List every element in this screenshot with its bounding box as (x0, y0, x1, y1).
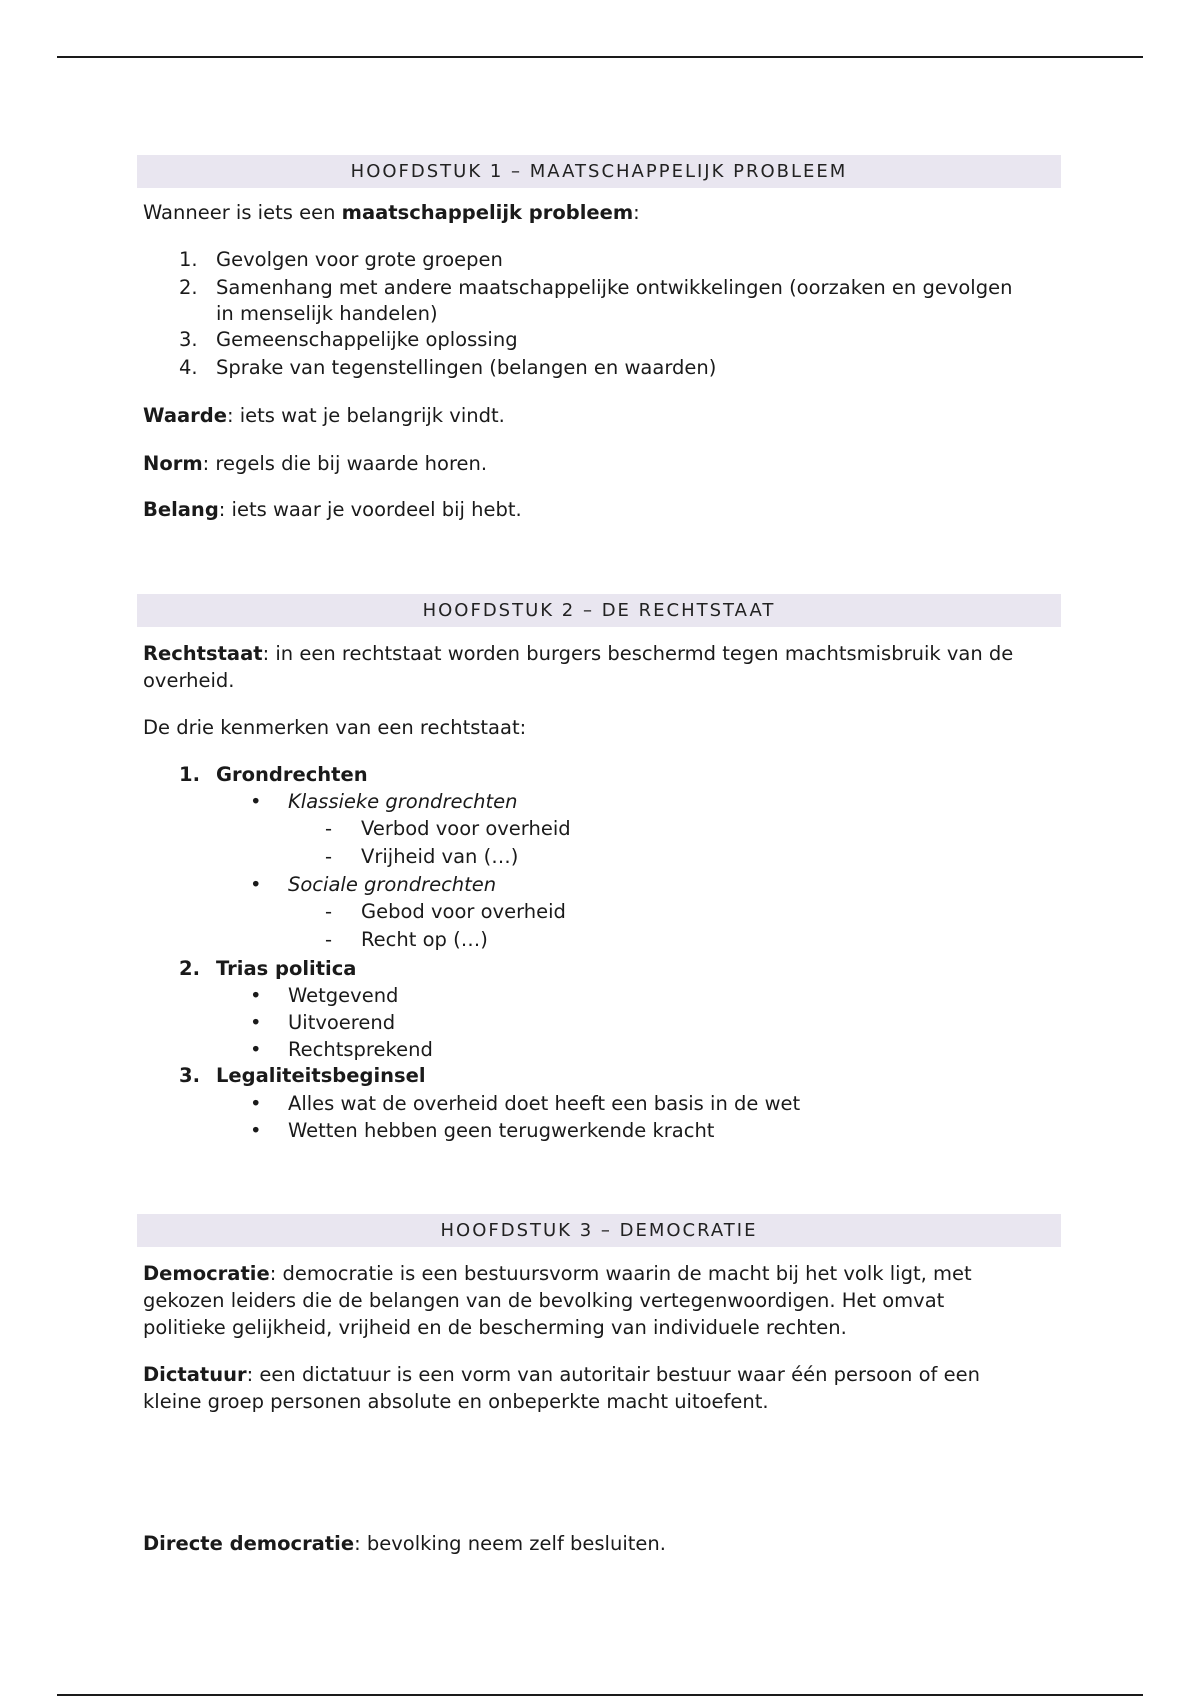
definition-democratie-cont: gekozen leiders die de belangen van de bevolking vertegenwoordigen. Het omvat (143, 1289, 945, 1312)
definition-norm: Norm: regels die bij waarde horen. (143, 452, 488, 475)
dash-icon: - (325, 845, 333, 868)
list-item: Wetgevend (288, 984, 399, 1007)
list-item: Gebod voor overheid (361, 900, 566, 923)
list-item: Sociale grondrechten (288, 873, 497, 896)
list-number: 2. (179, 957, 200, 980)
list-item: Gemeenschappelijke oplossing (216, 328, 518, 351)
bullet-icon: • (250, 1092, 262, 1115)
list-number: 3. (179, 328, 198, 351)
dash-icon: - (325, 900, 333, 923)
list-item: Sprake van tegenstellingen (belangen en waarden) (216, 356, 717, 379)
definition-directe-democratie: Directe democratie: bevolking neem zelf besluiten. (143, 1532, 666, 1555)
definition-belang: Belang: iets waar je voordeel bij hebt. (143, 498, 522, 521)
bullet-icon: • (250, 790, 262, 813)
dash-icon: - (325, 928, 333, 951)
list-number: 3. (179, 1064, 200, 1087)
top-rule (57, 56, 1143, 58)
bullet-icon: • (250, 1011, 262, 1034)
dash-icon: - (325, 817, 333, 840)
definition-dictatuur: Dictatuur: een dictatuur is een vorm van autoritair bestuur waar één persoon of een (143, 1363, 980, 1386)
list-item: Rechtsprekend (288, 1038, 433, 1061)
definition-waarde: Waarde: iets wat je belangrijk vindt. (143, 404, 505, 427)
list-item: Wetten hebben geen terugwerkende kracht (288, 1119, 715, 1142)
chapter-2-heading: HOOFDSTUK 2 – DE RECHTSTAAT (137, 594, 1061, 627)
section1-intro: Wanneer is iets een maatschappelijk probleem: (143, 201, 640, 224)
definition-democratie-cont: politieke gelijkheid, vrijheid en de bescherming van individuele rechten. (143, 1316, 847, 1339)
bottom-rule (57, 1694, 1143, 1696)
list-item: Klassieke grondrechten (288, 790, 518, 813)
list-item: Uitvoerend (288, 1011, 396, 1034)
list-item-trias-politica: Trias politica (216, 957, 357, 980)
list-number: 4. (179, 356, 198, 379)
definition-rechtstaat-cont: overheid. (143, 669, 235, 692)
section2-intro: De drie kenmerken van een rechtstaat: (143, 716, 527, 739)
chapter-3-heading: HOOFDSTUK 3 – DEMOCRATIE (137, 1214, 1061, 1247)
list-item: Vrijheid van (…) (361, 845, 519, 868)
bullet-icon: • (250, 1038, 262, 1061)
list-number: 1. (179, 763, 200, 786)
chapter-1-heading: HOOFDSTUK 1 – MAATSCHAPPELIJK PROBLEEM (137, 155, 1061, 188)
list-item: Recht op (…) (361, 928, 488, 951)
definition-rechtstaat: Rechtstaat: in een rechtstaat worden burgers beschermd tegen machtsmisbruik van de (143, 642, 1014, 665)
bullet-icon: • (250, 1119, 262, 1142)
list-number: 1. (179, 248, 198, 271)
bullet-icon: • (250, 873, 262, 896)
bullet-icon: • (250, 984, 262, 1007)
definition-dictatuur-cont: kleine groep personen absolute en onbeperkte macht uitoefent. (143, 1390, 769, 1413)
list-item: Alles wat de overheid doet heeft een basis in de wet (288, 1092, 801, 1115)
list-item: in menselijk handelen) (216, 302, 438, 325)
list-item-legaliteitsbeginsel: Legaliteitsbeginsel (216, 1064, 426, 1087)
list-item-grondrechten: Grondrechten (216, 763, 368, 786)
list-number: 2. (179, 276, 198, 299)
definition-democratie: Democratie: democratie is een bestuursvorm waarin de macht bij het volk ligt, met (143, 1262, 972, 1285)
list-item: Samenhang met andere maatschappelijke ontwikkelingen (oorzaken en gevolgen (216, 276, 1013, 299)
list-item: Verbod voor overheid (361, 817, 571, 840)
list-item: Gevolgen voor grote groepen (216, 248, 503, 271)
